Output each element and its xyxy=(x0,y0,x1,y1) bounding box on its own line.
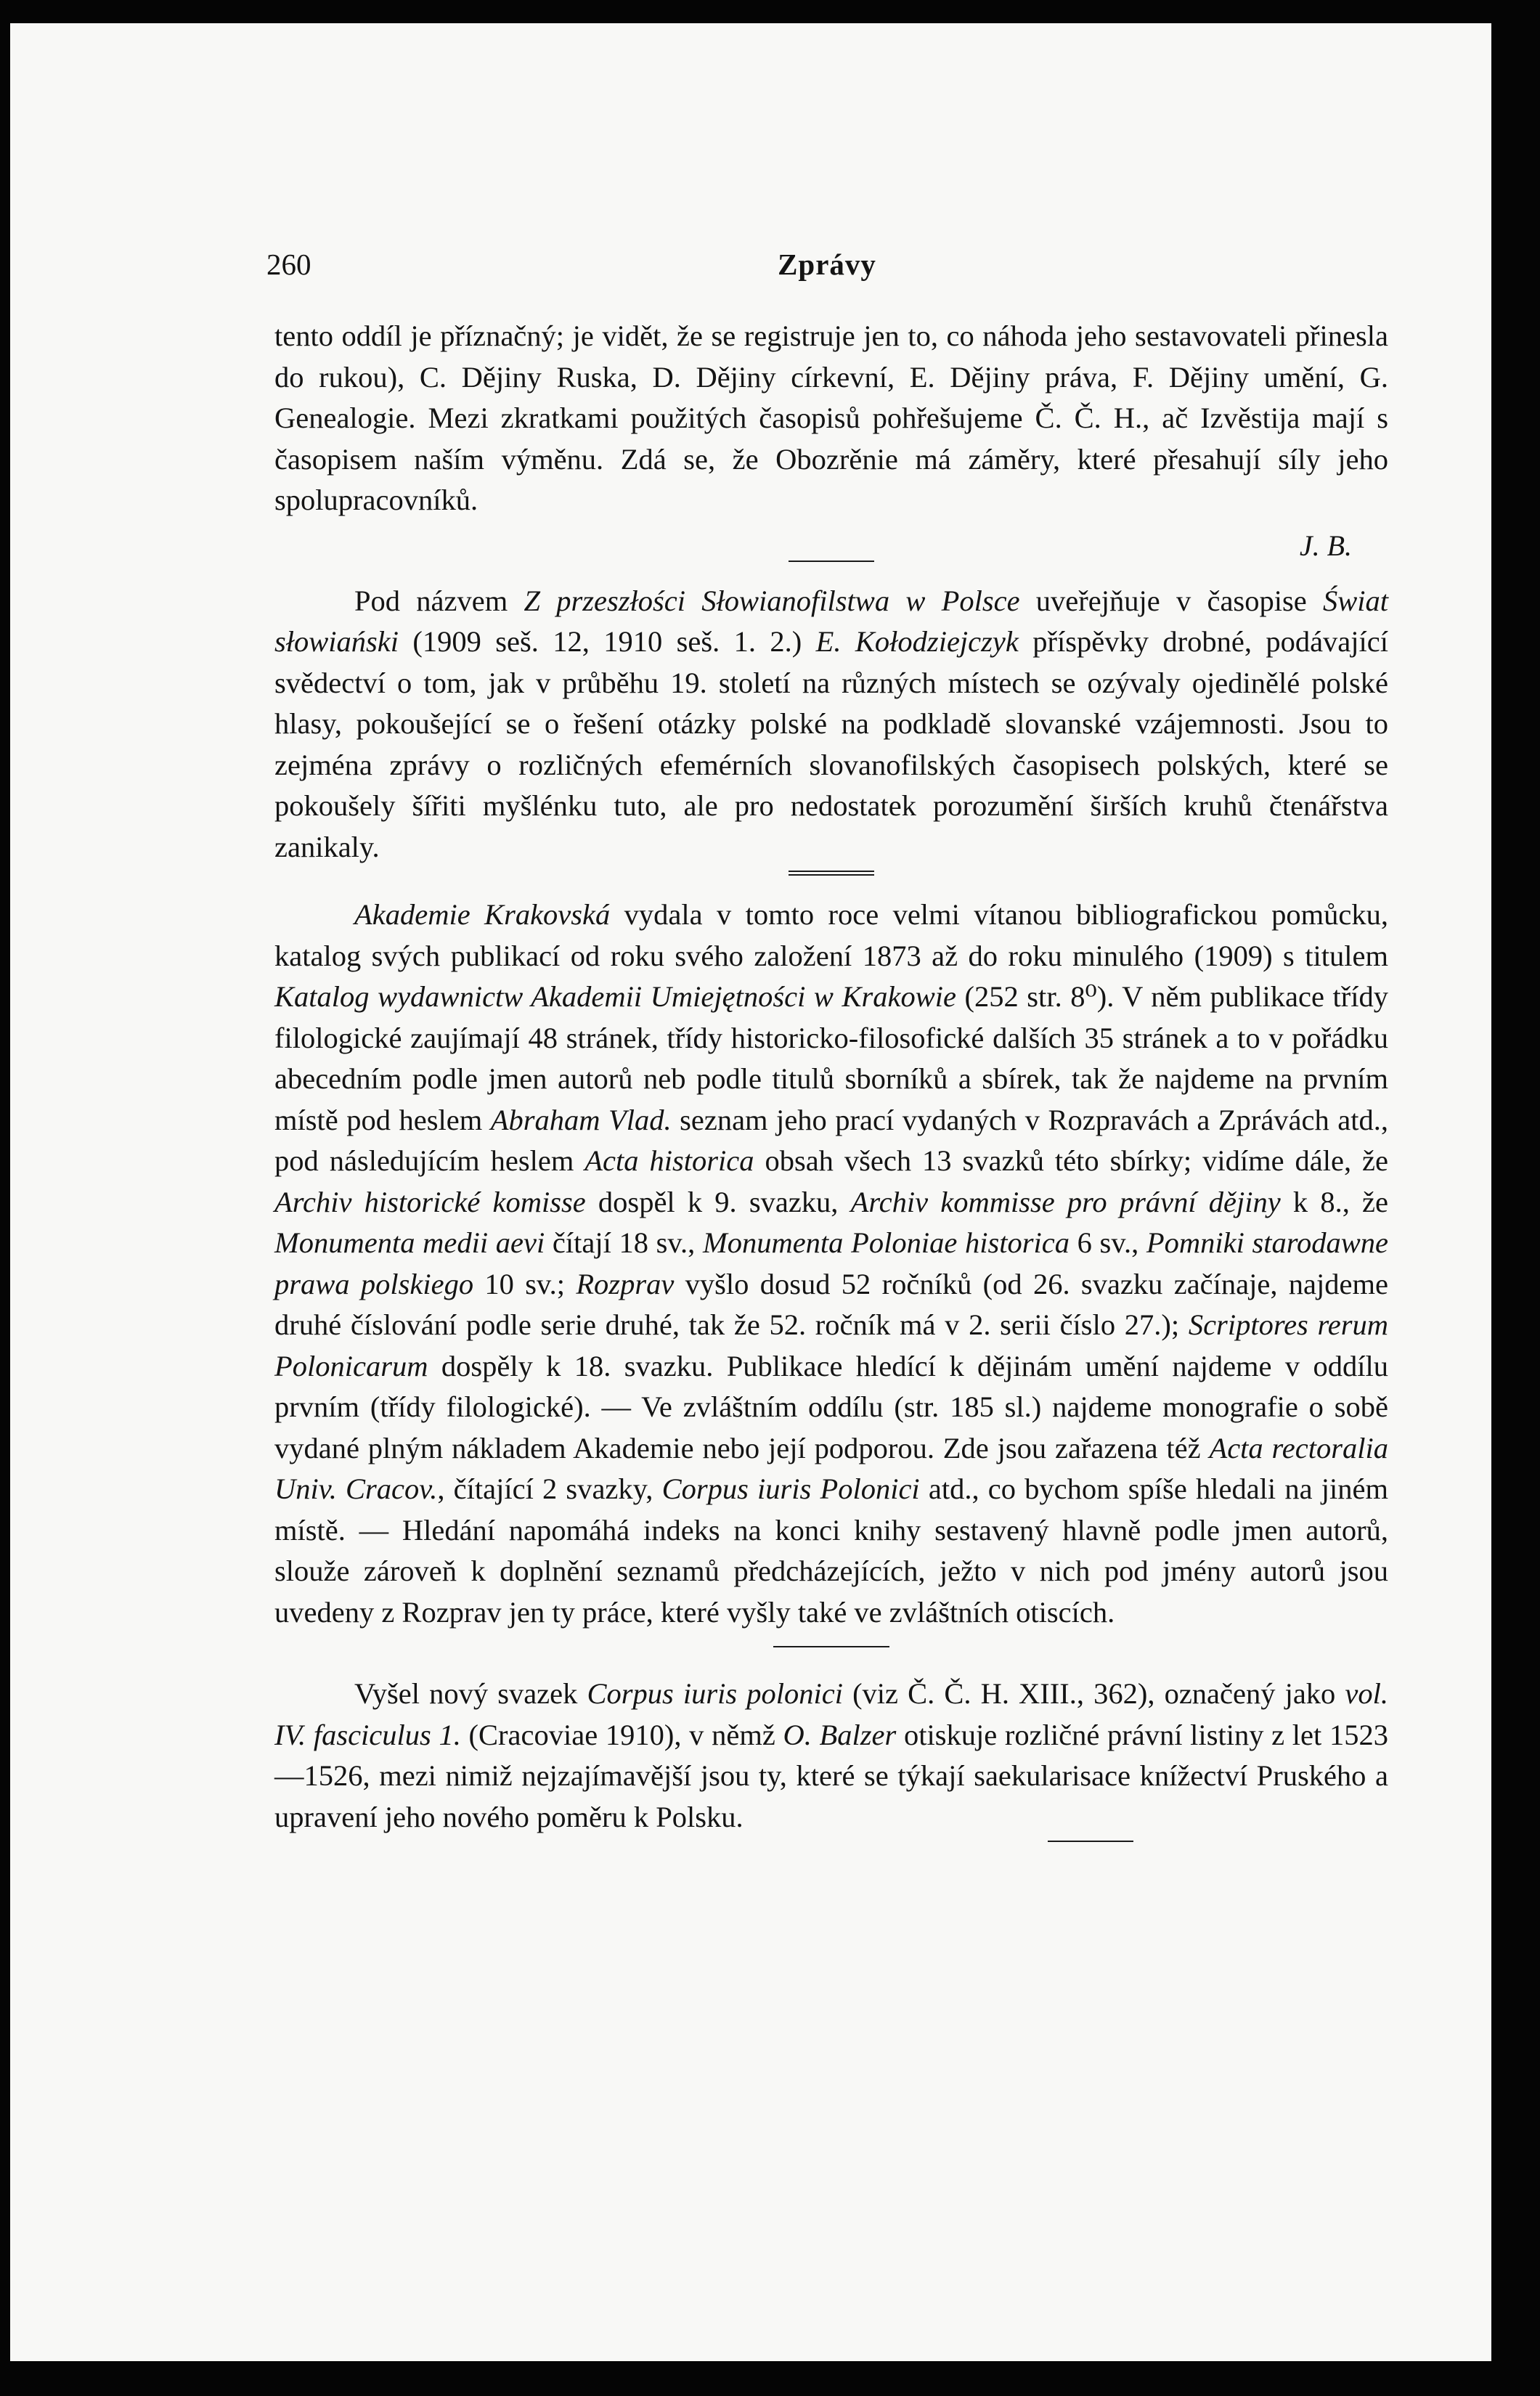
paragraph-corpus-iuris: Vyšel nový svazek Corpus iuris polonici (viz Č. Č. H. XIII., 362), označený jako vol. IV. fasciculus 1. (Cracoviae 1910), v němž O. Balzer otiskuje rozličné právní listiny z let 1523—1526, mezi nimiž nejzajímavější jsou ty, které se týkají saekularisace knížectví Pruského a upravení jeho nového poměru k Polsku. xyxy=(274,1677,1388,1833)
end-separator-rule xyxy=(1048,1841,1133,1842)
page-number: 260 xyxy=(266,248,311,281)
double-separator-rule xyxy=(789,871,874,876)
running-title: Zprávy xyxy=(778,248,876,281)
paragraph-akademie: Akademie Krakovská vydala v tomto roce velmi vítanou bibliografickou pomůcku, katalog svých publikací od roku svého založení 1873 až do roku minulého (1909) s titulem Katalog wydawnictw Akademii Umiejętności w Krakowie (252 str. 8⁰). V něm publikace třídy filologické zaujímají 48 stránek, třídy historicko-filosofické dalších 35 stránek a to v pořádku abecedním podle jmen autorů neb podle titulů sborníků a sbírek, tak že najdeme na prvním místě pod heslem Abraham Vlad. seznam jeho prací vydaných v Rozpravách a Zprávách atd., pod následujícím heslem Acta historica obsah všech 13 svazků této sbírky; vidíme dále, že Archiv historické komisse dospěl k 9. svazku, Archiv kommisse pro právní dějiny k 8., že Monumenta medii aevi čítají 18 sv., Monumenta Poloniae historica 6 sv., Pomniki starodawne prawa polskiego 10 sv.; Rozprav vyšlo dosud 52 ročníků (od 26. svazku začínaje, najdeme druhé číslování podle serie druhé, tak že 52. ročník má v 2. serii číslo 27.); Scriptores rerum Polonicarum dospěly k 18. svazku. Publikace hledící k dějinám umění najdeme v oddílu prvním (třídy filologické). — Ve zvláštním oddílu (str. 185 sl.) najdeme monografie o sobě vydané plným nákladem Akademie nebo její podporou. Zde jsou zařazena též Acta rectoralia Univ. Cracov., čítající 2 svazky, Corpus iuris Polonici atd., co bychom spíše hledali na jiném místě. — Hledání napomáhá indeks na konci knihy sestavený hlavně podle jmen autorů, slouže zároveň k doplnění seznamů předcházejících, ježto v nich pod jmény autorů jsou uvedeny z Rozprav jen ty práce, které vyšly také ve zvláštních otiscích. xyxy=(274,898,1389,1629)
signature: J. B. xyxy=(1299,529,1352,562)
paragraph-continuation: tento oddíl je příznačný; je vidět, že se registruje jen to, co náhoda jeho sestavovateli přinesla do rukou), C. Dějiny Ruska, D. Dějiny církevní, E. Dějiny práva, F. Dějiny umění, G. Genealogie. Mezi zkratkami použitých časopisů pohřešujeme Č. Č. H., ač Izvěstija mají s časopisem naším výměnu. Zdá se, že Obozrěnie má záměry, které přesahují síly jeho spolupracovníků. xyxy=(274,319,1388,516)
body-text xyxy=(274,316,1388,1842)
separator-rule xyxy=(789,561,874,562)
page-header xyxy=(266,247,1388,290)
separator-rule xyxy=(773,1646,889,1647)
paragraph-slowianofilstwo: Pod názvem Z przeszłości Słowianofilstwa w Polsce uveřejňuje v časopise Świat słowiański (1909 seš. 12, 1910 seš. 1. 2.) E. Kołodziejczyk příspěvky drobné, podávající svědectví o tom, jak v průběhu 19. století na různých místech se ozývaly ojedinělé polské hlasy, pokoušející se o řešení otázky polské na podkladě slovanské vzájemnosti. Jsou to zejména zprávy o rozličných efemérních slovanofilských časopisech polských, které se pokoušely šířiti myšlénku tuto, ale pro nedostatek porozumění širších kruhů čtenářstva zanikaly. xyxy=(274,584,1389,863)
